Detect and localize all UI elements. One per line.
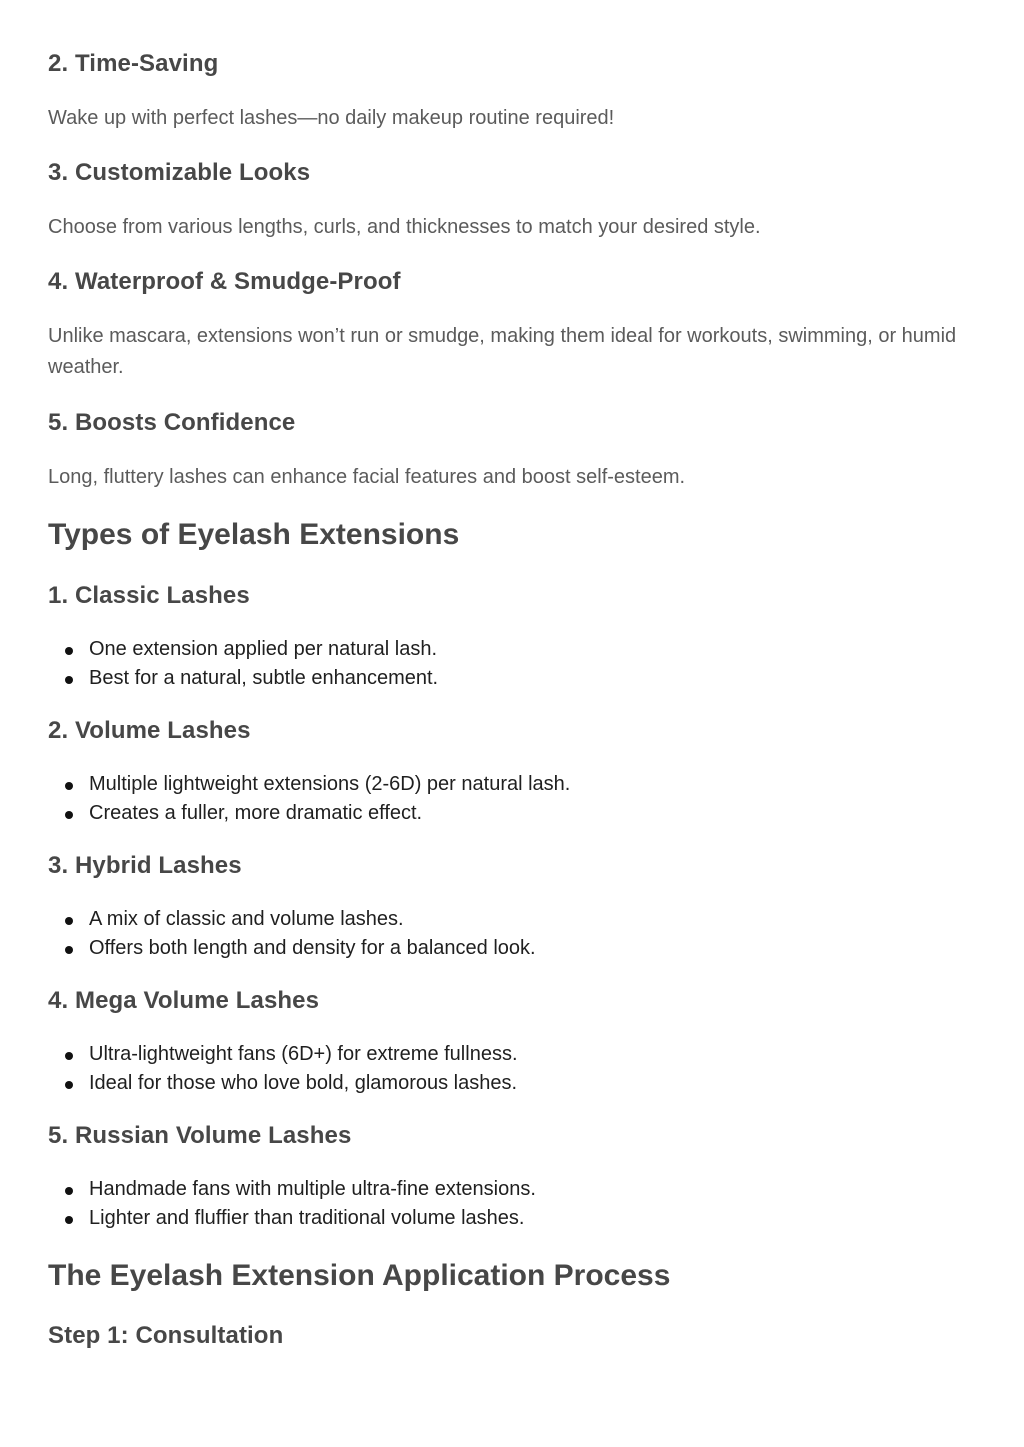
benefit-heading: 2. Time-Saving bbox=[48, 50, 219, 77]
type-heading: 3. Hybrid Lashes bbox=[48, 852, 242, 879]
benefit-text: Wake up with perfect lashes—no daily makeup routine required! bbox=[48, 107, 615, 129]
type-heading: 5. Russian Volume Lashes bbox=[48, 1122, 352, 1149]
benefit-heading: 4. Waterproof & Smudge-Proof bbox=[48, 268, 401, 295]
step-heading: Step 1: Consultation bbox=[48, 1322, 284, 1349]
list-item: Ultra-lightweight fans (6D+) for extreme fullness. bbox=[89, 1040, 976, 1069]
list-item: A mix of classic and volume lashes. bbox=[89, 905, 976, 934]
list-item: Lighter and fluffier than traditional volume lashes. bbox=[89, 1204, 976, 1233]
benefit-heading: 5. Boosts Confidence bbox=[48, 409, 296, 436]
type-bullet-list bbox=[48, 1040, 976, 1098]
type-bullet-list bbox=[48, 905, 976, 963]
section-title-process: The Eyelash Extension Application Process bbox=[48, 1259, 671, 1292]
list-item: One extension applied per natural lash. bbox=[89, 635, 976, 664]
type-heading: 2. Volume Lashes bbox=[48, 717, 251, 744]
type-bullet-list bbox=[48, 1175, 976, 1233]
type-bullet-list bbox=[48, 770, 976, 828]
list-item: Multiple lightweight extensions (2-6D) per natural lash. bbox=[89, 770, 976, 799]
list-item: Handmade fans with multiple ultra-fine extensions. bbox=[89, 1175, 976, 1204]
benefit-heading: 3. Customizable Looks bbox=[48, 159, 311, 186]
list-item: Best for a natural, subtle enhancement. bbox=[89, 664, 976, 693]
list-item: Creates a fuller, more dramatic effect. bbox=[89, 799, 976, 828]
list-item: Ideal for those who love bold, glamorous lashes. bbox=[89, 1069, 976, 1098]
benefit-text: Unlike mascara, extensions won’t run or smudge, making them ideal for workouts, swimming, or humid weather. bbox=[48, 325, 957, 378]
type-heading: 4. Mega Volume Lashes bbox=[48, 987, 320, 1014]
list-item: Offers both length and density for a balanced look. bbox=[89, 934, 976, 963]
type-bullet-list bbox=[48, 635, 976, 693]
section-title-types: Types of Eyelash Extensions bbox=[48, 518, 460, 551]
benefit-text: Long, fluttery lashes can enhance facial features and boost self-esteem. bbox=[48, 466, 686, 488]
type-heading: 1. Classic Lashes bbox=[48, 582, 250, 609]
benefit-text: Choose from various lengths, curls, and thicknesses to match your desired style. bbox=[48, 216, 761, 238]
